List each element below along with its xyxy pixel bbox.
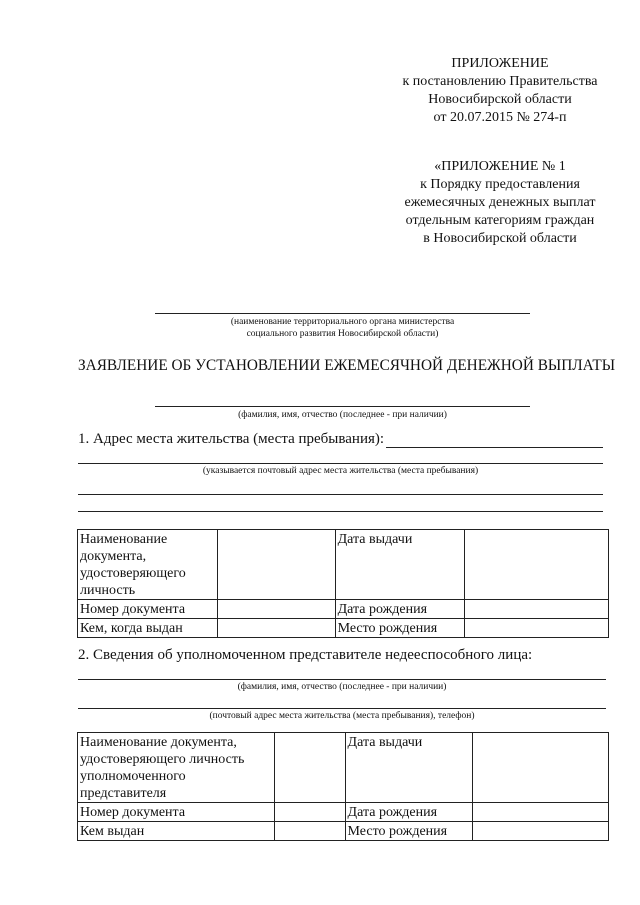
section1-label: 1. Адрес места жительства (места пребывания):	[78, 431, 385, 447]
doc-number-value[interactable]	[217, 600, 335, 619]
representative-document-table	[77, 732, 609, 841]
doc-name-label: Наименование документа, удостоверяющего личность	[78, 530, 218, 600]
table-row	[78, 822, 609, 841]
sub-appendix-line-4: отдельным категориям граждан	[405, 213, 595, 228]
fio-field-line[interactable]	[155, 406, 530, 407]
rep-birth-place-label: Место рождения	[345, 822, 473, 841]
appendix-line-4: от 20.07.2015 № 274-п	[433, 110, 567, 125]
appendix-line-2: к постановлению Правительства	[402, 74, 598, 89]
doc-name-value[interactable]	[217, 530, 335, 600]
table-row	[78, 803, 609, 822]
rep-issued-by-label: Кем выдан	[78, 822, 275, 841]
rep-issue-date-value[interactable]	[473, 733, 609, 803]
doc-number-label: Номер документа	[78, 600, 218, 619]
sub-appendix-line-3: ежемесячных денежных выплат	[404, 195, 596, 210]
authority-caption-line-1: (наименование территориального органа министерства	[230, 317, 455, 327]
table-row	[78, 619, 609, 638]
rep-doc-number-value[interactable]	[274, 803, 345, 822]
birth-date-value[interactable]	[465, 600, 609, 619]
address-field-line-3[interactable]	[78, 494, 603, 495]
address-caption: (указывается почтовый адрес места жительства (места пребывания)	[202, 466, 479, 476]
table-row	[78, 530, 609, 600]
appendix-line-3: Новосибирской области	[428, 92, 572, 107]
fio-caption: (фамилия, имя, отчество (последнее - при наличии)	[238, 410, 447, 420]
birth-date-label: Дата рождения	[335, 600, 465, 619]
birth-place-label: Место рождения	[335, 619, 465, 638]
birth-place-value[interactable]	[465, 619, 609, 638]
rep-birth-place-value[interactable]	[473, 822, 609, 841]
rep-issue-date-label: Дата выдачи	[345, 733, 473, 803]
issue-date-label: Дата выдачи	[335, 530, 465, 600]
rep-birth-date-value[interactable]	[473, 803, 609, 822]
issued-by-label: Кем, когда выдан	[78, 619, 218, 638]
rep-doc-name-label: Наименование документа, удостоверяющего личность уполномоченного представителя	[78, 733, 275, 803]
issue-date-value[interactable]	[465, 530, 609, 600]
authority-caption	[155, 316, 530, 340]
appendix-header	[380, 55, 620, 127]
representative-fio-caption: (фамилия, имя, отчество (последнее - при наличии)	[237, 682, 447, 692]
identity-document-table	[77, 529, 609, 638]
authority-caption-line-2: социального развития Новосибирской области)	[246, 329, 439, 339]
table-row	[78, 600, 609, 619]
representative-address-line[interactable]	[78, 708, 606, 709]
issued-by-value[interactable]	[217, 619, 335, 638]
table-row	[78, 733, 609, 803]
address-field-line-4[interactable]	[78, 511, 603, 512]
section2-label: 2. Сведения об уполномоченном представителе недееспособного лица:	[78, 647, 533, 663]
sub-appendix-header	[380, 158, 620, 248]
rep-doc-name-value[interactable]	[274, 733, 345, 803]
rep-birth-date-label: Дата рождения	[345, 803, 473, 822]
sub-appendix-line-5: в Новосибирской области	[423, 231, 577, 246]
representative-address-caption: (почтовый адрес места жительства (места пребывания), телефон)	[209, 711, 475, 721]
rep-doc-number-label: Номер документа	[78, 803, 275, 822]
rep-issued-by-value[interactable]	[274, 822, 345, 841]
address-field-line-2[interactable]	[78, 463, 603, 464]
appendix-title: ПРИЛОЖЕНИЕ	[451, 56, 549, 71]
authority-field-line[interactable]	[155, 313, 530, 314]
representative-fio-line[interactable]	[78, 679, 606, 680]
address-field-line-1[interactable]	[386, 447, 603, 448]
document-title: ЗАЯВЛЕНИЕ ОБ УСТАНОВЛЕНИИ ЕЖЕМЕСЯЧНОЙ ДЕНЕЖНОЙ ВЫПЛАТЫ	[78, 357, 616, 374]
sub-appendix-title: «ПРИЛОЖЕНИЕ № 1	[434, 159, 566, 174]
sub-appendix-line-2: к Порядку предоставления	[420, 177, 580, 192]
